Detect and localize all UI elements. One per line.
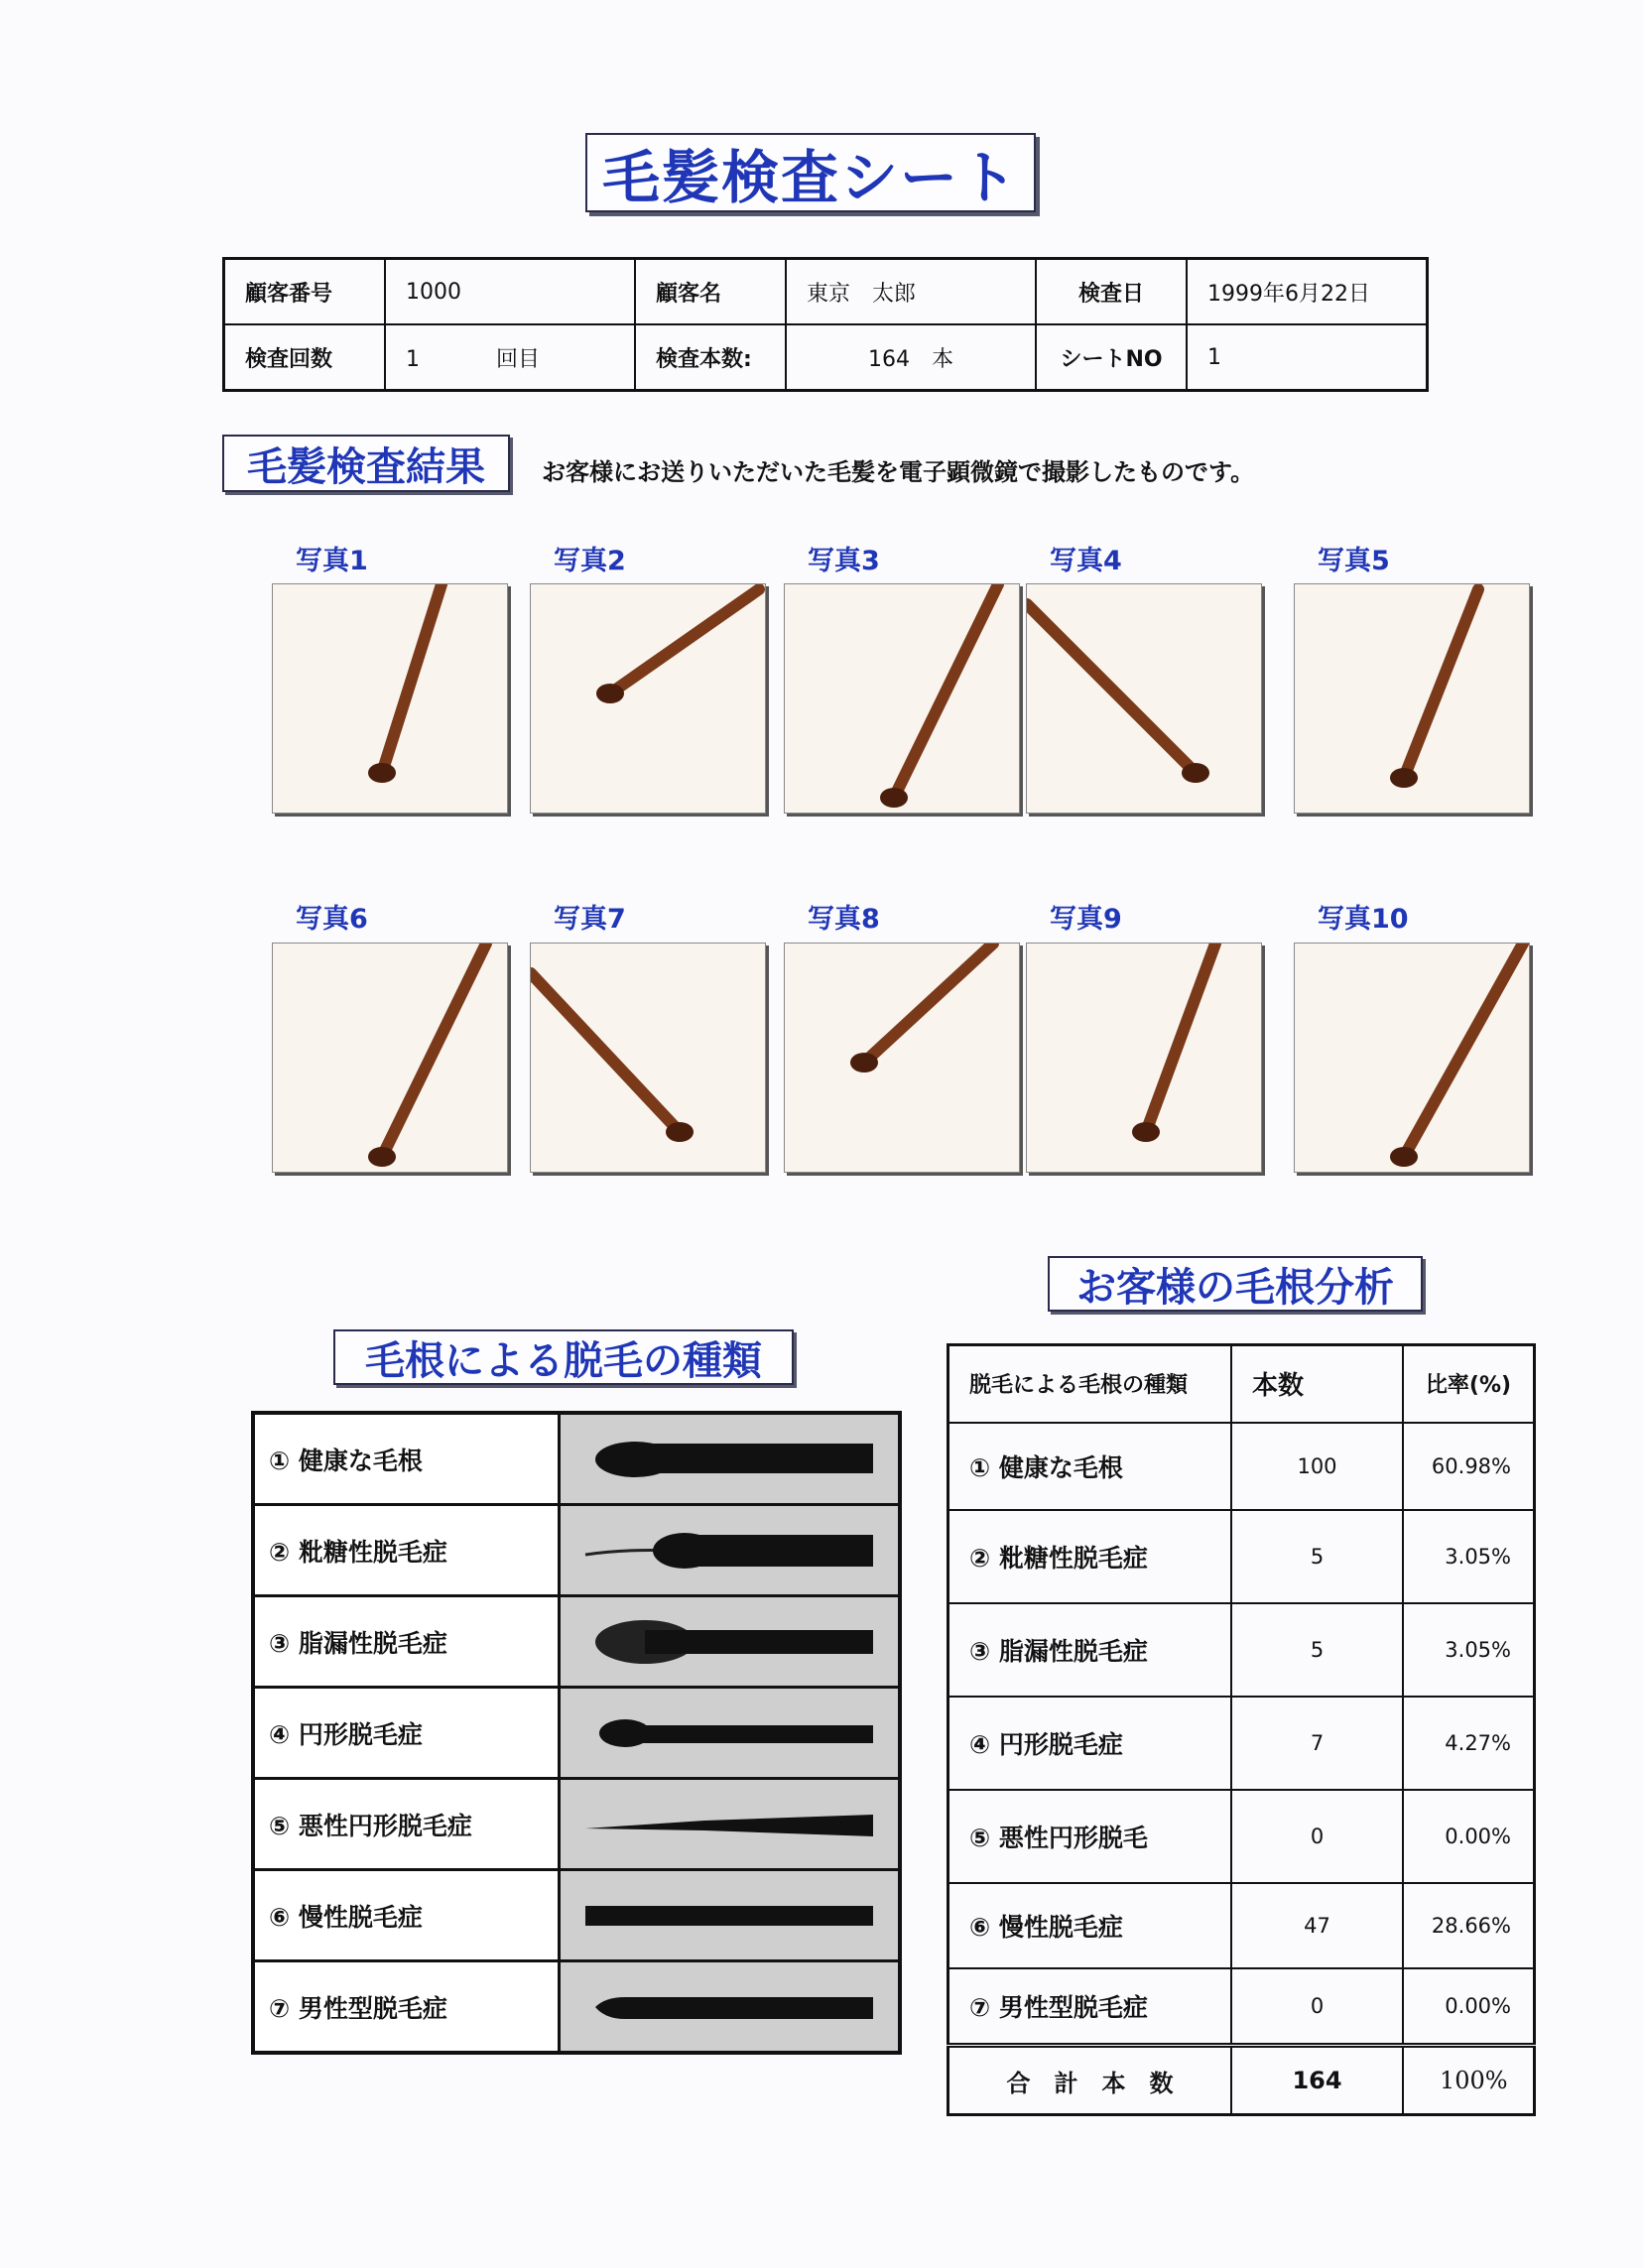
header-count: 本数	[1231, 1345, 1403, 1423]
hair-photo	[1026, 943, 1262, 1173]
analysis-count: 47	[1231, 1883, 1403, 1968]
info-row	[224, 324, 1428, 391]
analysis-row	[948, 1883, 1535, 1968]
type-label: ⑦ 男性型脱毛症	[253, 1961, 560, 2054]
photo-label: 写真4	[1050, 546, 1122, 576]
photo-label: 写真9	[1050, 904, 1122, 935]
hair-count-value: 164 本	[786, 324, 1036, 391]
results-heading: 毛髪検査結果	[222, 435, 510, 492]
root-sample-image	[560, 1961, 901, 2054]
results-note: お客様にお送りいただいた毛髪を電子顕微鏡で撮影したものです。	[542, 458, 1255, 486]
type-label: ④ 円形脱毛症	[253, 1688, 560, 1779]
type-row	[253, 1413, 900, 1505]
photo-label: 写真6	[296, 904, 368, 935]
total-count: 164	[1231, 2046, 1403, 2115]
hair-photo	[530, 943, 766, 1173]
analysis-header-row	[948, 1345, 1535, 1423]
sheet-no-value: 1	[1187, 324, 1428, 391]
sheet-no-label: シートNO	[1036, 324, 1187, 391]
exam-date-value: 1999年6月22日	[1187, 259, 1428, 325]
photo-label: 写真8	[808, 904, 880, 935]
hair-photo	[1294, 943, 1530, 1173]
total-label: 合 計 本 数	[948, 2046, 1232, 2115]
root-sample-image	[560, 1413, 901, 1505]
analysis-type: ⑥ 慢性脱毛症	[948, 1883, 1232, 1968]
hair-shaft-image	[1295, 944, 1529, 1172]
analysis-ratio: 3.05%	[1403, 1603, 1535, 1697]
analysis-ratio: 60.98%	[1403, 1423, 1535, 1510]
analysis-ratio: 3.05%	[1403, 1510, 1535, 1603]
analysis-row	[948, 1697, 1535, 1790]
photo-label: 写真5	[1318, 546, 1390, 576]
hair-photo	[530, 583, 766, 814]
analysis-ratio: 28.66%	[1403, 1883, 1535, 1968]
type-row	[253, 1688, 900, 1779]
hair-shaft-image	[785, 584, 1019, 813]
analysis-type: ④ 円形脱毛症	[948, 1697, 1232, 1790]
type-label: ① 健康な毛根	[253, 1413, 560, 1505]
hair-shaft-image	[1027, 584, 1261, 813]
analysis-total-row	[948, 2046, 1535, 2115]
hair-shaft-image	[273, 944, 507, 1172]
types-heading: 毛根による脱毛の種類	[333, 1329, 794, 1385]
root-sample-image	[560, 1779, 901, 1870]
hair-photo	[272, 583, 508, 814]
hair-photo	[784, 583, 1020, 814]
analysis-type: ① 健康な毛根	[948, 1423, 1232, 1510]
type-row	[253, 1596, 900, 1688]
customer-info-table	[222, 257, 1429, 392]
hair-shaft-image	[531, 584, 765, 813]
analysis-count: 100	[1231, 1423, 1403, 1510]
analysis-type: ② 粃糖性脱毛症	[948, 1510, 1232, 1603]
info-row	[224, 259, 1428, 325]
analysis-row	[948, 1423, 1535, 1510]
root-sample-image	[560, 1505, 901, 1596]
hair-shaft-image	[531, 944, 765, 1172]
analysis-ratio: 0.00%	[1403, 1968, 1535, 2046]
analysis-count: 5	[1231, 1603, 1403, 1697]
analysis-count: 0	[1231, 1968, 1403, 2046]
root-sample-image	[560, 1688, 901, 1779]
type-row	[253, 1779, 900, 1870]
analysis-type: ⑤ 悪性円形脱毛	[948, 1790, 1232, 1883]
type-row	[253, 1870, 900, 1961]
analysis-count: 7	[1231, 1697, 1403, 1790]
hair-photo	[272, 943, 508, 1173]
photo-label: 写真1	[296, 546, 368, 576]
customer-number-label: 顧客番号	[224, 259, 386, 325]
total-ratio: 100%	[1403, 2046, 1535, 2115]
analysis-ratio: 4.27%	[1403, 1697, 1535, 1790]
type-label: ② 粃糖性脱毛症	[253, 1505, 560, 1596]
type-label: ③ 脂漏性脱毛症	[253, 1596, 560, 1688]
customer-name-value: 東京 太郎	[786, 259, 1036, 325]
root-sample-image	[560, 1596, 901, 1688]
hair-count-label: 検査本数:	[635, 324, 786, 391]
analysis-heading: お客様の毛根分析	[1048, 1256, 1423, 1312]
type-label: ⑥ 慢性脱毛症	[253, 1870, 560, 1961]
hair-photo	[1294, 583, 1530, 814]
hair-shaft-image	[1295, 584, 1529, 813]
analysis-type: ⑦ 男性型脱毛症	[948, 1968, 1232, 2046]
photo-label: 写真3	[808, 546, 880, 576]
photo-label: 写真7	[554, 904, 626, 935]
analysis-count: 0	[1231, 1790, 1403, 1883]
header-ratio: 比率(%)	[1403, 1345, 1535, 1423]
sheet-title: 毛髪検査シート	[585, 133, 1036, 212]
analysis-row	[948, 1790, 1535, 1883]
analysis-row	[948, 1968, 1535, 2046]
type-row	[253, 1961, 900, 2054]
analysis-ratio: 0.00%	[1403, 1790, 1535, 1883]
exam-count-number: 1	[406, 346, 420, 372]
analysis-row	[948, 1510, 1535, 1603]
hair-loss-types-table	[251, 1411, 902, 2055]
customer-name-label: 顧客名	[635, 259, 786, 325]
exam-count-label: 検査回数	[224, 324, 386, 391]
customer-number-value: 1000	[385, 259, 635, 325]
header-type: 脱毛による毛根の種類	[948, 1345, 1232, 1423]
root-analysis-table	[947, 1343, 1536, 2116]
photo-label: 写真10	[1318, 904, 1409, 935]
hair-photo	[1026, 583, 1262, 814]
hair-shaft-image	[273, 584, 507, 813]
type-row	[253, 1505, 900, 1596]
root-sample-image	[560, 1870, 901, 1961]
type-label: ⑤ 悪性円形脱毛症	[253, 1779, 560, 1870]
analysis-count: 5	[1231, 1510, 1403, 1603]
analysis-type: ③ 脂漏性脱毛症	[948, 1603, 1232, 1697]
hair-photo	[784, 943, 1020, 1173]
hair-shaft-image	[1027, 944, 1261, 1172]
exam-count-unit: 回目	[496, 346, 541, 372]
exam-count-value	[385, 324, 635, 391]
exam-date-label: 検査日	[1036, 259, 1187, 325]
photo-label: 写真2	[554, 546, 626, 576]
hair-shaft-image	[785, 944, 1019, 1172]
analysis-row	[948, 1603, 1535, 1697]
